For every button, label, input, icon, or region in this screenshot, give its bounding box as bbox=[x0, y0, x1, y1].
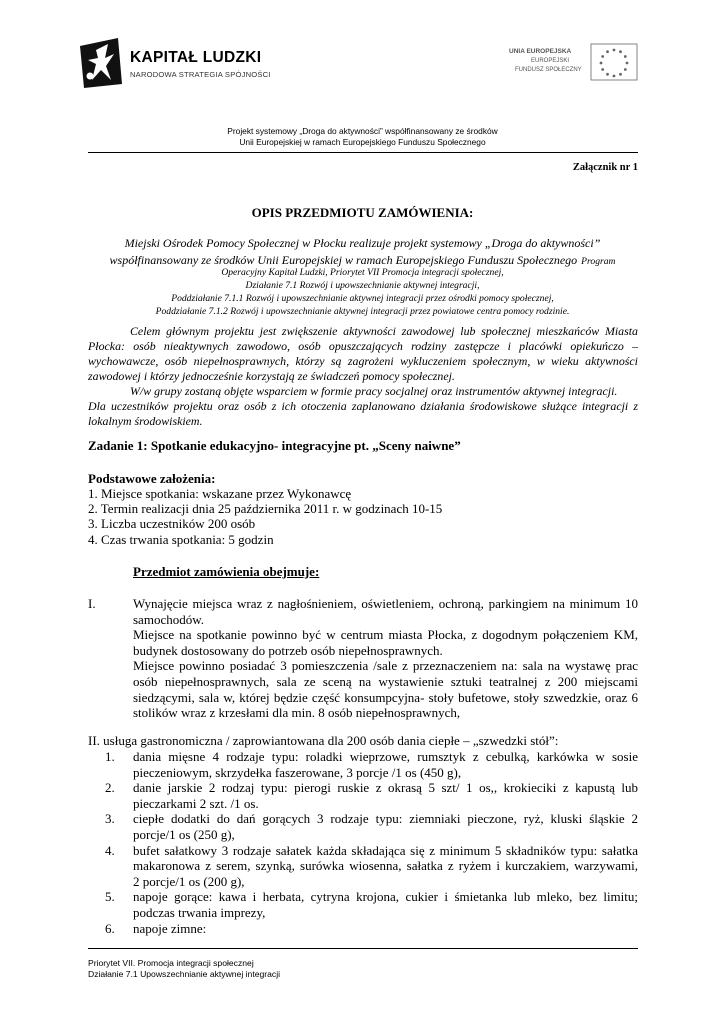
section-i-line: Wynajęcie miejsca wraz z nagłośnieniem, oświetleniem, ochroną, parkingiem na minimum 10 bbox=[133, 596, 638, 611]
section-i-line: osób niepełnosprawnych, sala ze sceną na wystawienie sztuki teatralnej z 200 miejscami bbox=[133, 673, 638, 689]
eu-line-3: FUNDUSZ SPOŁECZNY bbox=[515, 67, 582, 73]
header-divider bbox=[88, 152, 638, 153]
goal-line-5: W/w grupy zostaną objęte wsparciem w formie pracy socjalnej oraz instrumentów aktywnej integracji. bbox=[130, 384, 618, 398]
section-i-line: stolików wraz z krzesłami dla min. 8 osób niepełnosprawnych, bbox=[133, 705, 461, 721]
section-i-line: siedzącymi, sala w, której będzie część konsumpcyjna- stoły bufetowe, stoły szwedzkie, oraz 6 bbox=[133, 689, 638, 705]
intro-line-4: Działanie 7.1 Rozwój i upowszechnianie aktywnej integracji, bbox=[245, 280, 480, 291]
footer-line-2: Działanie 7.1 Upowszechnianie aktywnej integracji bbox=[88, 969, 281, 979]
assumption-item: 3. Liczba uczestników 200 osób bbox=[88, 516, 256, 531]
goal-line-1: Celem głównym projektu jest zwiększenie aktywności zawodowej lub społecznej mieszkańców Miasta bbox=[130, 324, 638, 338]
list-item bbox=[105, 780, 638, 811]
eu-line-1: UNIA EUROPEJSKA bbox=[509, 48, 572, 55]
list-item-line: pieczeniowym, skrzydełka faszerowane, 3 porcje /1 os (450 g), bbox=[133, 764, 462, 780]
section-i-body bbox=[133, 596, 638, 721]
footer-divider bbox=[88, 948, 638, 949]
section-ii-intro: II. usługa gastronomiczna / zaprowiantowana dla 200 osób dania ciepłe – „szwedzki stół”: bbox=[88, 733, 559, 748]
intro-line-6: Poddziałanie 7.1.2 Rozwój i upowszechnianie aktywnej integracji przez powiatowe centra pomocy rodzinie. bbox=[155, 306, 570, 317]
list-item-number: 5. bbox=[105, 889, 115, 905]
goal-line-4: zawodowej i którzy jednocześnie korzystają ze świadczeń pomocy społecznej. bbox=[88, 369, 455, 383]
list-item-line: bufet sałatkowy 3 rodzaje sałatek każda składająca się z minimum 5 składników typu: sałatka bbox=[133, 842, 638, 858]
list-item-line: ciepłe dodatki do dań gorących 3 rodzaje typu: ziemniaki pieczone, ryż, kluski śląskie 2 bbox=[133, 811, 638, 827]
list-item bbox=[105, 889, 638, 920]
footer-line-1: Priorytet VII. Promocja integracji społecznej bbox=[88, 958, 254, 968]
kapital-ludzki-subtitle: NARODOWA STRATEGIA SPÓJNOŚCI bbox=[130, 70, 271, 79]
list-item-line: danie jarskie 2 rodzaj typu: pierogi ruskie z okrasą 5 szt/ 1 os,, krokieciki z kapustą lub bbox=[133, 780, 638, 796]
list-item-number: 4. bbox=[105, 842, 115, 858]
kapital-ludzki-emblem-icon bbox=[78, 36, 128, 90]
goal-line-2: Płocka: osób nieaktywnych zawodowo, osób opuszczających rodziny zastępcze i placówki opiekuńczo – bbox=[88, 339, 638, 353]
list-item-line: makaronowa z serem, szynką, surówka wiosenna, sałatka z ryżem i kurczakiem, warzywami, bbox=[133, 858, 638, 874]
kapital-ludzki-title: KAPITAŁ LUDZKI bbox=[130, 49, 262, 66]
assumptions-heading: Podstawowe założenia: bbox=[88, 471, 216, 486]
eu-line-2: EUROPEJSKI bbox=[531, 58, 570, 64]
list-item-number: 6. bbox=[105, 920, 115, 936]
list-item bbox=[105, 921, 638, 937]
list-item-line: porcje/1 os (250 g), bbox=[133, 826, 235, 842]
goal-paragraph bbox=[88, 324, 638, 429]
project-line-1: Projekt systemowy „Droga do aktywności” współfinansowany ze środków bbox=[227, 126, 498, 136]
list-item bbox=[105, 749, 638, 780]
list-item-line: dania mięsne 4 rodzaje typu: roladki wieprzowe, rumsztyk z cebulką, karkówka w sosie bbox=[133, 749, 638, 764]
task-heading: Zadanie 1: Spotkanie edukacyjno- integracyjne pt. „Sceny naiwne” bbox=[88, 438, 461, 453]
assumption-item: 2. Termin realizacji dnia 25 października 2011 r. w godzinach 10-15 bbox=[88, 501, 443, 516]
list-item bbox=[105, 811, 638, 842]
intro-line-3: Operacyjny Kapitał Ludzki, Priorytet VII Promocja integracji społecznej, bbox=[221, 267, 504, 278]
goal-line-7: lokalnym środowiskiem. bbox=[88, 414, 203, 428]
intro-line-5: Poddziałanie 7.1.1 Rozwój i upowszechnianie aktywnej integracji przez ośrodki pomocy społecznej, bbox=[171, 293, 554, 304]
list-item-line: napoje gorące: kawa i herbata, cytryna krojona, cukier i śmietanka lub mleko, bez limitu; bbox=[133, 889, 638, 905]
list-item-number: 1. bbox=[105, 749, 115, 764]
annex-label: Załącznik nr 1 bbox=[572, 162, 638, 173]
intro-line-2a: współfinansowany ze środków Unii Europejskiej w ramach Europejskiego Funduszu Społecznego bbox=[109, 253, 578, 267]
section-i-line: samochodów. bbox=[133, 611, 205, 627]
list-item-number: 2. bbox=[105, 780, 115, 796]
scope-heading: Przedmiot zamówienia obejmuje: bbox=[133, 564, 320, 579]
list-item-number: 3. bbox=[105, 811, 115, 827]
section-ii-list bbox=[105, 749, 638, 936]
section-i-line: Miejsce na spotkanie powinno być w centrum miasta Płocka, z dogodnym połączeniem KM, bbox=[133, 627, 638, 643]
intro-line-2b: Program bbox=[581, 256, 616, 267]
list-item bbox=[105, 843, 638, 890]
goal-line-6: Dla uczestników projektu oraz osób z ich otoczenia zaplanowano działania środowiskowe służące integracji z bbox=[88, 399, 638, 413]
goal-line-3: wychowawcze, osób niepełnosprawnych, którzy są zagrożeni wykluczeniem społecznym, w wieku aktywności bbox=[88, 354, 638, 368]
list-item-line: podczas trwania imprezy, bbox=[133, 904, 266, 920]
assumption-item: 1. Miejsce spotkania: wskazane przez Wykonawcę bbox=[88, 486, 352, 501]
section-i-marker: I. bbox=[88, 596, 96, 611]
page-title: OPIS PRZEDMIOTU ZAMÓWIENIA: bbox=[251, 205, 474, 220]
section-i-line: Miejsce powinno posiadać 3 pomieszczenia /sale z przeznaczeniem na: sala na wystawę prac bbox=[133, 658, 638, 674]
list-item-line: napoje zimne: bbox=[133, 920, 207, 936]
assumption-item: 4. Czas trwania spotkania: 5 godzin bbox=[88, 532, 274, 547]
list-item-line: 2 porcje/1 os (200 g), bbox=[133, 873, 245, 889]
list-item-line: pieczarkami 2 szt. /1 os. bbox=[133, 795, 259, 811]
intro-line-1: Miejski Ośrodek Pomocy Społecznej w Płocku realizuje projekt systemowy „Droga do aktywności” bbox=[124, 236, 601, 250]
section-i-line: budynek dostosowany do potrzeb osób niepełnosprawnych. bbox=[133, 642, 443, 658]
project-line-2: Unii Europejskiej w ramach Europejskiego Funduszu Społecznego bbox=[239, 137, 486, 147]
